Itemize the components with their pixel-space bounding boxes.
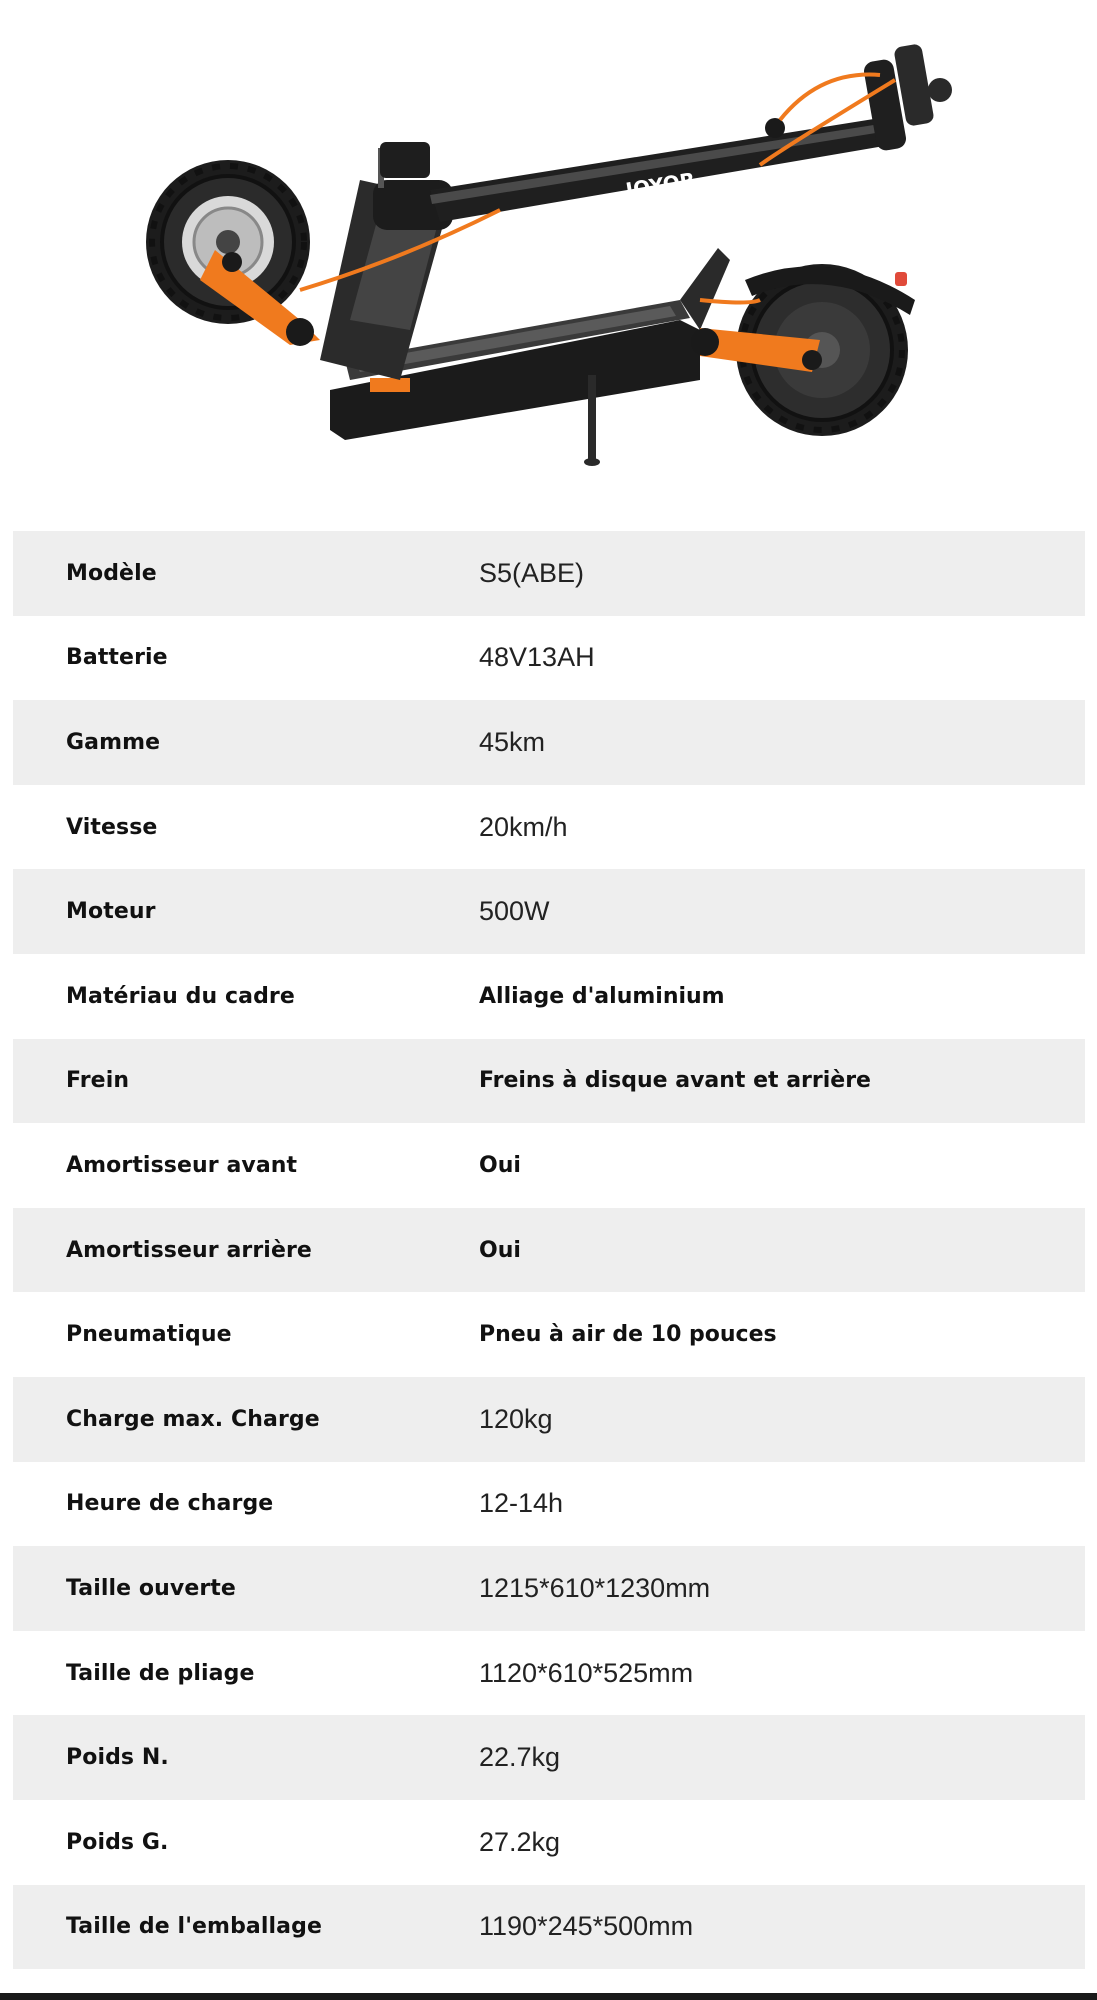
spec-label: Poids N.: [66, 1745, 169, 1771]
spec-value: 500W: [479, 896, 550, 927]
spec-value: Pneu à air de 10 pouces: [479, 1322, 777, 1348]
spec-value: 1120*610*525mm: [479, 1657, 694, 1688]
spec-row: [13, 785, 1085, 870]
spec-label: Amortisseur arrière: [66, 1237, 312, 1263]
spec-label: Gamme: [66, 729, 161, 755]
spec-label: Matériau du cadre: [66, 983, 295, 1009]
stem: [430, 43, 952, 222]
spec-label: Taille ouverte: [66, 1575, 236, 1601]
spec-label: Modèle: [66, 560, 157, 586]
spec-row: [13, 1885, 1085, 1970]
spec-label: Pneumatique: [66, 1322, 232, 1348]
spec-value: Oui: [479, 1237, 521, 1263]
spec-label: Taille de pliage: [66, 1660, 255, 1686]
spec-row: [13, 616, 1085, 701]
spec-label: Charge max. Charge: [66, 1406, 320, 1432]
spec-row: [13, 1631, 1085, 1716]
spec-label: Batterie: [66, 645, 168, 671]
spec-row: [13, 1462, 1085, 1547]
spec-label: Frein: [66, 1068, 130, 1094]
spec-label: Moteur: [66, 899, 156, 925]
spec-value: 27.2kg: [479, 1826, 561, 1857]
spec-row: [13, 1377, 1085, 1462]
spec-value: 22.7kg: [479, 1742, 561, 1773]
spec-value: Alliage d'aluminium: [479, 983, 725, 1009]
spec-value: 1215*610*1230mm: [479, 1572, 711, 1603]
spec-row: [13, 1208, 1085, 1293]
spec-row: [13, 1546, 1085, 1631]
bottom-border: [0, 1993, 1097, 2000]
spec-row: [13, 700, 1085, 785]
spec-row: [13, 1292, 1085, 1377]
spec-label: Heure de charge: [66, 1491, 274, 1517]
spec-value: 1190*245*500mm: [479, 1911, 694, 1942]
spec-value: 120kg: [479, 1403, 553, 1434]
spec-row: [13, 869, 1085, 954]
spec-label: Taille de l'emballage: [66, 1914, 322, 1940]
product-image: [0, 0, 1097, 520]
spec-row: [13, 1715, 1085, 1800]
scooter-illustration: [0, 0, 1097, 520]
spec-value: Freins à disque avant et arrière: [479, 1068, 871, 1094]
spec-label: Amortisseur avant: [66, 1152, 298, 1178]
spec-label: Poids G.: [66, 1829, 169, 1855]
spec-row: [13, 1039, 1085, 1124]
spec-value: 20km/h: [479, 811, 568, 842]
spec-row: [13, 1123, 1085, 1208]
spec-table: [13, 531, 1085, 1969]
brand-logo: JOYOR: [624, 167, 697, 203]
spec-value: 48V13AH: [479, 642, 595, 673]
spec-value: S5(ABE): [479, 557, 585, 588]
spec-label: Vitesse: [66, 814, 158, 840]
spec-row: [13, 531, 1085, 616]
spec-value: 45km: [479, 726, 546, 757]
spec-value: Oui: [479, 1152, 521, 1178]
spec-row: [13, 1800, 1085, 1885]
spec-value: 12-14h: [479, 1488, 564, 1519]
spec-row: [13, 954, 1085, 1039]
